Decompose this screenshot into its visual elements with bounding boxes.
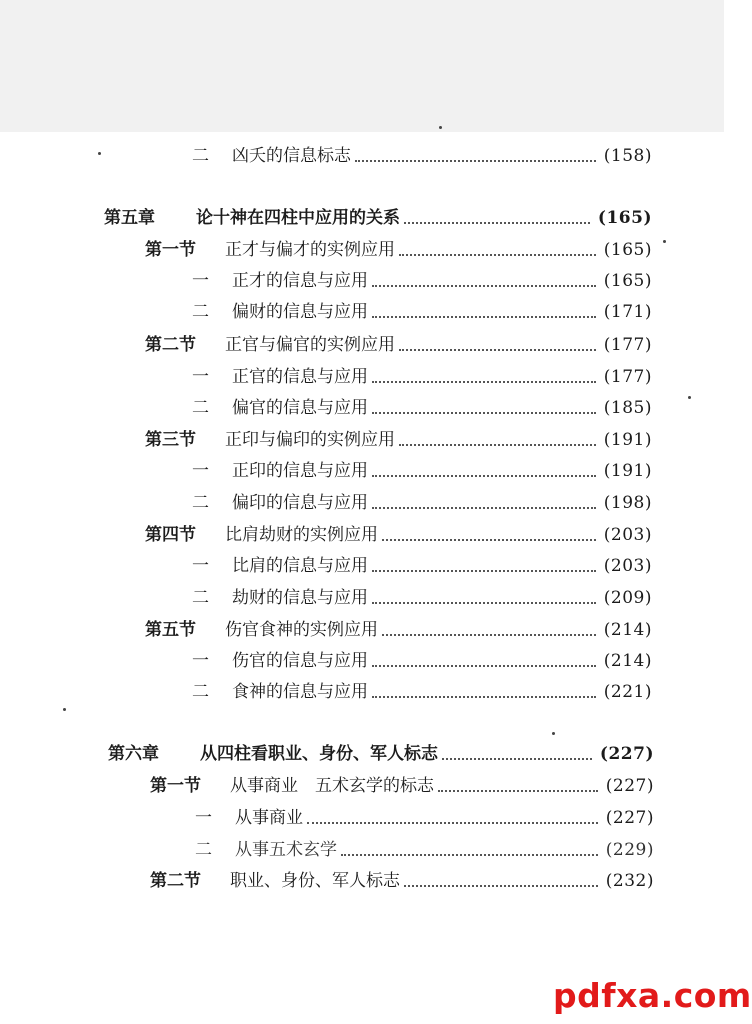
- page-number: (229): [605, 840, 654, 860]
- dot-leader: [341, 826, 598, 856]
- scan-speck: [663, 240, 666, 243]
- section-title: 正官与偏官的实例应用: [225, 335, 395, 355]
- page-number: (227): [605, 808, 654, 828]
- dot-leader: [442, 730, 592, 760]
- section-number: 第五节: [145, 620, 196, 640]
- page-number: (221): [603, 682, 652, 702]
- section-number: 第三节: [145, 430, 196, 450]
- section-number: 第二节: [145, 335, 196, 355]
- dot-leader: [382, 511, 596, 541]
- page-number: (214): [603, 651, 652, 671]
- scan-speck: [439, 126, 442, 129]
- toc-section-row[interactable]: [150, 867, 654, 895]
- dot-leader: [438, 762, 598, 792]
- page-number: (177): [603, 367, 652, 387]
- scan-speck: [98, 152, 101, 155]
- chapter-title: 从四柱看职业、身份、军人标志: [200, 744, 438, 764]
- scan-speck: [63, 708, 66, 711]
- scan-speck: [688, 396, 691, 399]
- page-number: (191): [603, 430, 652, 450]
- watermark-text: pdfxa.com: [553, 976, 752, 1015]
- page-number: (214): [603, 620, 652, 640]
- item-title: 凶夭的信息标志: [232, 146, 351, 166]
- page-number: (232): [605, 871, 654, 891]
- item-title: 比肩的信息与应用: [232, 556, 368, 576]
- page-number: (203): [603, 525, 652, 545]
- section-title: 正印与偏印的实例应用: [225, 430, 395, 450]
- dot-leader: [404, 194, 590, 224]
- section-number: 第四节: [145, 525, 196, 545]
- chapter-number: 第五章: [104, 208, 155, 228]
- section-title: 比肩劫财的实例应用: [225, 525, 378, 545]
- item-number: 二: [192, 682, 209, 702]
- dot-leader: [404, 857, 598, 887]
- section-title: 职业、身份、军人标志: [230, 871, 400, 891]
- dot-leader: [372, 574, 596, 604]
- section-title: 伤官食神的实例应用: [225, 620, 378, 640]
- dot-leader: [382, 606, 596, 636]
- chapter-title: 论十神在四柱中应用的关系: [196, 208, 400, 228]
- item-number: 二: [192, 146, 209, 166]
- item-title: 正才的信息与应用: [232, 271, 368, 291]
- dot-leader: [307, 794, 598, 824]
- page-number: (227): [599, 744, 654, 764]
- page-number: (203): [603, 556, 652, 576]
- item-number: 二: [192, 398, 209, 418]
- item-number: 二: [195, 840, 212, 860]
- item-number: 一: [192, 651, 209, 671]
- toc-item-row[interactable]: [192, 678, 652, 706]
- dot-leader: [372, 384, 596, 414]
- item-title: 偏财的信息与应用: [232, 302, 368, 322]
- dot-leader: [372, 637, 596, 667]
- item-number: 二: [192, 302, 209, 322]
- item-title: 偏印的信息与应用: [232, 493, 368, 513]
- dot-leader: [399, 416, 596, 446]
- page-number: (165): [603, 271, 652, 291]
- dot-leader: [372, 447, 596, 477]
- chapter-number: 第六章: [108, 744, 159, 764]
- page-number: (165): [597, 208, 652, 228]
- dot-leader: [355, 132, 596, 162]
- dot-leader: [399, 321, 596, 351]
- dot-leader: [372, 257, 596, 287]
- page-number: (177): [603, 335, 652, 355]
- dot-leader: [372, 479, 596, 509]
- dot-leader: [372, 353, 596, 383]
- section-title: 正才与偏才的实例应用: [225, 240, 395, 260]
- scan-speck: [552, 732, 555, 735]
- item-title: 正官的信息与应用: [232, 367, 368, 387]
- item-title: 正印的信息与应用: [232, 461, 368, 481]
- item-title: 劫财的信息与应用: [232, 588, 368, 608]
- item-title: 从事五术玄学: [235, 840, 337, 860]
- page-number: (227): [605, 776, 654, 796]
- page-number: (165): [603, 240, 652, 260]
- item-title: 从事商业: [235, 808, 303, 828]
- item-number: 二: [192, 588, 209, 608]
- item-title: 伤官的信息与应用: [232, 651, 368, 671]
- page-number: (158): [603, 146, 652, 166]
- dot-leader: [399, 226, 596, 256]
- page-number: (185): [603, 398, 652, 418]
- dot-leader: [372, 288, 596, 318]
- scan-top-band: [0, 0, 724, 132]
- item-number: 一: [195, 808, 212, 828]
- item-title: 食神的信息与应用: [232, 682, 368, 702]
- section-number: 第二节: [150, 871, 201, 891]
- page-number: (198): [603, 493, 652, 513]
- item-number: 一: [192, 367, 209, 387]
- toc-item-row[interactable]: [192, 142, 652, 170]
- dot-leader: [372, 668, 596, 698]
- section-number: 第一节: [145, 240, 196, 260]
- item-number: 二: [192, 493, 209, 513]
- page-number: (209): [603, 588, 652, 608]
- item-number: 一: [192, 461, 209, 481]
- section-number: 第一节: [150, 776, 201, 796]
- dot-leader: [372, 542, 596, 572]
- section-title: 从事商业 五术玄学的标志: [230, 776, 434, 796]
- item-title: 偏官的信息与应用: [232, 398, 368, 418]
- item-number: 一: [192, 556, 209, 576]
- page-number: (171): [603, 302, 652, 322]
- page-number: (191): [603, 461, 652, 481]
- item-number: 一: [192, 271, 209, 291]
